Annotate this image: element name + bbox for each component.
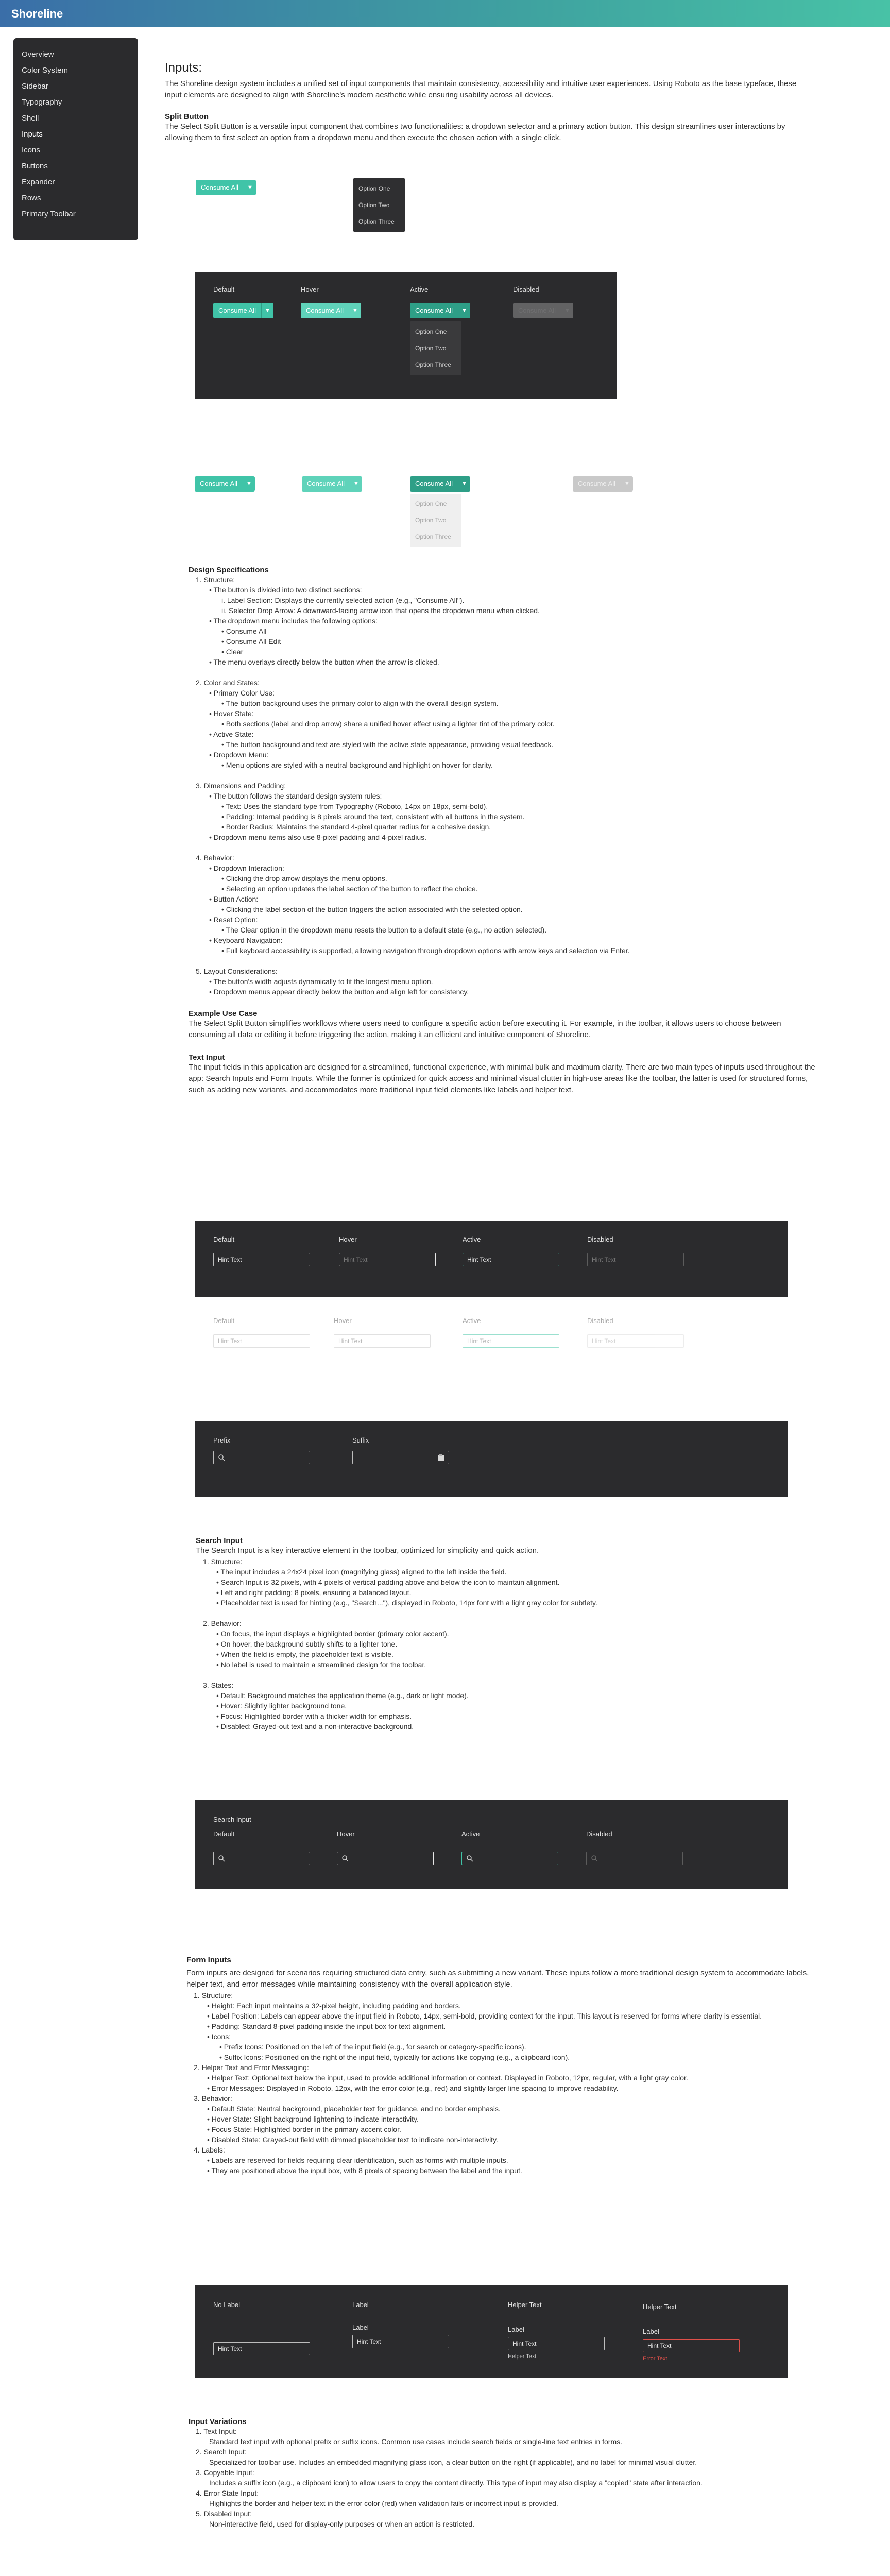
spacer <box>189 842 817 853</box>
menu-item[interactable]: Option Three <box>358 218 395 225</box>
sidebar-item-typography[interactable]: Typography <box>22 98 62 107</box>
prefix-suffix-panel <box>195 1421 788 1497</box>
chevron-down-icon[interactable]: ▼ <box>244 180 256 195</box>
split-button-label[interactable]: Consume All <box>195 476 243 492</box>
list-item: • Helper Text: Optional text below the input, used to provide additional information or context. Displayed in Roboto, 12px, regular, with a light gray color. <box>207 2074 688 2082</box>
split-button-text: The Select Split Button is a versatile input component that combines two functionalities: a dropdown selector and a primary action button. This design streamlines user interactions by allowing them to first select an option from a dropdown menu and then execute the chosen action with a single click. <box>165 122 785 142</box>
list-item: • Primary Color Use: <box>209 689 275 697</box>
list-item: • Hover: Slightly lighter background tone. <box>216 1702 347 1710</box>
split-button-label: Consume All <box>573 476 621 492</box>
list-item: • Prefix Icons: Positioned on the left of the input field (e.g., for search or category-specific icons). <box>219 2043 526 2051</box>
list-item: i. Label Section: Displays the currently selected action (e.g., "Consume All"). <box>221 596 465 604</box>
list-item: • Left and right padding: 8 pixels, ensuring a balanced layout. <box>216 1588 412 1597</box>
list-item: • Placeholder text is used for hinting (e.g., "Search..."), displayed in Roboto, 14px font with a light gray color for subtlety. <box>216 1599 597 1607</box>
search-field-active[interactable] <box>461 1852 558 1865</box>
list-item: • On hover, the background subtly shifts to a lighter tone. <box>216 1640 398 1648</box>
state-label-disabled: Disabled <box>513 285 539 293</box>
search-icon <box>218 1855 225 1862</box>
sidebar-item-rows[interactable]: Rows <box>22 194 41 202</box>
chevron-down-icon: ▼ <box>621 476 633 492</box>
sidebar-item-expander[interactable]: Expander <box>22 178 55 187</box>
page-title: Inputs: <box>165 61 202 75</box>
list-item: • Error Messages: Displayed in Roboto, 12px, with the error color (e.g., red) and slightly larger line spacing to improve readability. <box>207 2084 619 2092</box>
split-button-disabled <box>513 303 573 318</box>
form-field-helper[interactable]: Hint Text <box>508 2337 605 2350</box>
split-button-disabled-light <box>573 476 633 492</box>
search-field-hover[interactable] <box>337 1852 434 1865</box>
split-states-panel <box>195 272 617 399</box>
spacer <box>189 770 817 781</box>
no-label-heading: No Label <box>213 2301 241 2309</box>
list-item: • The button follows the standard design system rules: <box>209 792 382 800</box>
search-panel-title: Search Input <box>213 1816 251 1823</box>
list-item: • Dropdown menus appear directly below the button and align left for consistency. <box>209 988 469 996</box>
suffix-field[interactable] <box>352 1451 449 1464</box>
list-item: • Search Input is 32 pixels, with 4 pixels of vertical padding above and below the icon to maintain alignment. <box>216 1578 560 1586</box>
search-input-title: Search Input <box>196 1536 243 1545</box>
state-label-hover: Hover <box>339 1235 357 1243</box>
split-button-default-light[interactable] <box>195 476 255 492</box>
sidebar-item-shell[interactable]: Shell <box>22 114 39 123</box>
list-heading: 5. Disabled Input: <box>196 2510 252 2518</box>
prefix-label: Prefix <box>213 1436 231 1444</box>
list-heading: 3. Behavior: <box>194 2094 232 2103</box>
menu-item[interactable]: Option Three <box>415 361 451 368</box>
state-label-default: Default <box>213 1317 235 1325</box>
list-item: • Labels are reserved for fields requiring clear identification, such as forms with multiple inputs. <box>207 2156 508 2164</box>
list-item: Standard text input with optional prefix or suffix icons. Common use cases include search fields or single-line text entries in forms. <box>209 2437 623 2446</box>
list-item: • The button's width adjusts dynamically to fit the longest menu option. <box>209 977 433 986</box>
error-text: Error Text <box>643 2355 668 2362</box>
form-field-no-label[interactable]: Hint Text <box>213 2342 310 2355</box>
list-item: • Padding: Internal padding is 8 pixels around the text, consistent with all buttons in the system. <box>221 812 525 821</box>
sidebar-item-inputs[interactable]: Inputs <box>22 130 43 139</box>
sidebar-item-primary-toolbar[interactable]: Primary Toolbar <box>22 210 76 218</box>
text-field-active-light[interactable]: Hint Text <box>463 1334 559 1348</box>
design-specs-section <box>189 566 817 1096</box>
spacer <box>189 667 817 677</box>
form-field-label[interactable]: Hint Text <box>352 2335 449 2348</box>
list-item: • Border Radius: Maintains the standard 4-pixel quarter radius for a cohesive design. <box>221 823 491 831</box>
error-heading: Helper Text <box>643 2303 677 2311</box>
list-item: • Default State: Neutral background, placeholder text for guidance, and no border emphasis. <box>207 2105 501 2113</box>
list-item: • The dropdown menu includes the following options: <box>209 617 378 625</box>
menu-item[interactable]: Option One <box>415 500 447 507</box>
list-heading: 3. Dimensions and Padding: <box>196 782 286 790</box>
chevron-down-icon: ▼ <box>561 303 573 318</box>
search-field-default[interactable] <box>213 1852 310 1865</box>
spacer <box>196 1608 814 1618</box>
state-label-active: Active <box>463 1235 481 1243</box>
field-label: Label <box>643 2328 659 2335</box>
list-item: • The menu overlays directly below the button when the arrow is clicked. <box>209 658 439 666</box>
list-item: • The button background uses the primary color to align with the overall design system. <box>221 699 499 707</box>
spacer <box>189 956 817 966</box>
search-icon <box>218 1454 225 1461</box>
list-item: • Clicking the drop arrow displays the menu options. <box>221 874 387 883</box>
menu-item[interactable]: Option Two <box>415 345 447 352</box>
text-field-disabled: Hint Text <box>587 1253 684 1266</box>
list-item: • Both sections (label and drop arrow) share a unified hover effect using a lighter tint of the primary color. <box>221 720 555 728</box>
search-input-intro: The Search Input is a key interactive element in the toolbar, optimized for simplicity and quick action. <box>196 1546 539 1555</box>
list-heading: 3. Copyable Input: <box>196 2468 254 2477</box>
split-menu-light <box>410 494 461 547</box>
state-label-active: Active <box>461 1830 480 1838</box>
split-button-demo[interactable] <box>196 180 256 195</box>
text-field-hover[interactable]: Hint Text <box>339 1253 436 1266</box>
helper-text-heading: Helper Text <box>508 2301 542 2309</box>
search-icon <box>341 1855 349 1862</box>
state-label-active: Active <box>410 285 429 293</box>
list-item: • The button background and text are styled with the active state appearance, providing visual feedback. <box>221 740 554 749</box>
form-inputs-section <box>186 1956 818 2176</box>
list-item: • Icons: <box>207 2032 231 2041</box>
list-item: • Dropdown menu items also use 8-pixel padding and 4-pixel radius. <box>209 833 427 841</box>
list-item: • Height: Each input maintains a 32-pixel height, including padding and borders. <box>207 2002 461 2010</box>
list-heading: 1. Structure: <box>194 1991 233 1999</box>
design-specs-title: Design Specifications <box>189 566 269 574</box>
list-heading: 2. Color and States: <box>196 679 260 687</box>
list-heading: 4. Error State Input: <box>196 2489 259 2497</box>
list-item: Specialized for toolbar use. Includes an embedded magnifying glass icon, a clear button on the right (if applicable), and no label for minimal visual clutter. <box>209 2458 697 2466</box>
brand-logo[interactable]: Shoreline <box>11 7 63 20</box>
list-item: • The button is divided into two distinct sections: <box>209 586 362 594</box>
helper-text: Helper Text <box>508 2353 537 2360</box>
chevron-down-icon[interactable]: ▼ <box>458 303 470 318</box>
text-input-title: Text Input <box>189 1053 225 1062</box>
split-button-title: Split Button <box>165 112 209 121</box>
text-field-disabled-light: Hint Text <box>587 1334 684 1348</box>
input-variations-title: Input Variations <box>189 2417 247 2426</box>
form-specs-list <box>186 1990 818 2176</box>
list-item: • Clear <box>221 648 244 656</box>
form-inputs-intro: Form inputs are designed for scenarios requiring structured data entry, such as submitting a new variant. These inputs follow a more traditional design system to accommodate labels, helper text, and error messages while maintaining consistency with the overall application style. <box>186 1969 809 1989</box>
example-title: Example Use Case <box>189 1009 258 1018</box>
text-field-active[interactable]: Hint Text <box>463 1253 559 1266</box>
menu-item[interactable]: Option Three <box>415 533 451 540</box>
split-button-active-light[interactable] <box>410 476 470 492</box>
state-label-default: Default <box>213 1235 235 1243</box>
suffix-label: Suffix <box>352 1436 369 1444</box>
list-item: • Padding: Standard 8-pixel padding inside the input box for text alignment. <box>207 2022 446 2030</box>
input-variations-list <box>189 2426 817 2529</box>
menu-item[interactable]: Option Two <box>415 517 447 524</box>
chevron-down-icon[interactable]: ▼ <box>243 476 255 492</box>
split-button-label[interactable]: Consume All <box>410 303 458 318</box>
search-icon <box>591 1855 598 1862</box>
list-item: • Button Action: <box>209 895 259 903</box>
list-item: • No label is used to maintain a streamlined design for the toolbar. <box>216 1660 426 1669</box>
field-label: Label <box>508 2326 524 2333</box>
split-button-default[interactable] <box>213 303 273 318</box>
list-item: • Hover State: <box>209 709 254 718</box>
label-heading: Label <box>352 2301 369 2309</box>
text-input-states-panel <box>195 1221 788 1297</box>
state-label-hover: Hover <box>301 285 319 293</box>
list-item: • Clicking the label section of the button triggers the action associated with the selected option. <box>221 905 523 913</box>
list-item: • On focus, the input displays a highlighted border (primary color accent). <box>216 1630 449 1638</box>
list-heading: 3. States: <box>203 1681 234 1689</box>
menu-item[interactable]: Option One <box>415 328 447 335</box>
list-item: • Dropdown Interaction: <box>209 864 284 872</box>
list-item: • Text: Uses the standard type from Typography (Roboto, 14px on 18px, semi-bold). <box>221 802 488 810</box>
state-label-hover: Hover <box>334 1317 352 1325</box>
split-button-hover-light[interactable] <box>302 476 362 492</box>
split-button-label[interactable]: Consume All <box>301 303 349 318</box>
list-heading: 1. Text Input: <box>196 2427 237 2435</box>
search-specs-list <box>196 1556 814 1732</box>
list-item: • Dropdown Menu: <box>209 751 269 759</box>
state-label-hover: Hover <box>337 1830 355 1838</box>
sidebar-item-color-system[interactable]: Color System <box>22 66 69 75</box>
intro-text: The Shoreline design system includes a unified set of input components that maintain consistency, accessibility and intuitive user experiences. Using Roboto as the base typeface, these input elements are designed to align with Shoreline's modern aesthetic while ensuring usability across all devices. <box>165 79 797 99</box>
example-text: The Select Split Button simplifies workflows where users need to configure a specific action before executing it. For example, in the toolbar, it allows users to choose between consuming all data or editing it before triggering the action, making it an efficient and intuitive component of Shoreline. <box>189 1019 781 1039</box>
form-inputs-title: Form Inputs <box>186 1956 231 1964</box>
list-item: • Default: Background matches the application theme (e.g., dark or light mode). <box>216 1691 469 1700</box>
list-item: • Consume All <box>221 627 267 635</box>
state-label-default: Default <box>213 285 235 293</box>
text-field-default[interactable]: Hint Text <box>213 1253 310 1266</box>
split-menu-active <box>410 321 461 375</box>
search-icon <box>466 1855 473 1862</box>
split-button-hover[interactable] <box>301 303 361 318</box>
state-label-default: Default <box>213 1830 235 1838</box>
text-input-light-row <box>195 1313 788 1364</box>
menu-item[interactable]: Option Two <box>358 201 390 209</box>
list-heading: 4. Labels: <box>194 2146 225 2154</box>
list-heading: 2. Search Input: <box>196 2448 247 2456</box>
list-item: • Hover State: Slight background lightening to indicate interactivity. <box>207 2115 419 2123</box>
list-item: • Active State: <box>209 730 254 738</box>
split-menu-demo <box>353 178 405 232</box>
list-item: • Menu options are styled with a neutral background and highlight on hover for clarity. <box>221 761 493 769</box>
list-item: Includes a suffix icon (e.g., a clipboard icon) to allow users to copy the content directly. This type of input may also display a "copied" state after interaction. <box>209 2479 703 2487</box>
text-field-hover-light[interactable]: Hint Text <box>334 1334 431 1348</box>
top-header-bar <box>0 0 890 27</box>
text-input-text: The input fields in this application are designed for a streamlined, functional experience, with minimal bulk and maximum clarity. There are two main types of inputs used throughout the app: Search Inputs and Form Inputs. While the former is optimized for quick access and minimal visual clutter in high-use areas like the toolbar, the latter is used for structured forms, such as adding new variants, and accommodates more traditional input field elements like labels and helper text. <box>189 1063 815 1094</box>
list-heading: 5. Layout Considerations: <box>196 967 278 975</box>
sidebar-item-buttons[interactable]: Buttons <box>22 162 48 171</box>
sidebar-item-icons[interactable]: Icons <box>22 146 40 155</box>
list-item: • Full keyboard accessibility is supported, allowing navigation through dropdown options with arrow keys and selection via Enter. <box>221 946 630 955</box>
search-input-panel <box>195 1800 788 1889</box>
prefix-field[interactable] <box>213 1451 310 1464</box>
list-item: ii. Selector Drop Arrow: A downward-facing arrow icon that opens the dropdown menu when clicked. <box>221 606 540 615</box>
search-input-section <box>196 1536 814 1732</box>
list-item: • When the field is empty, the placeholder text is visible. <box>216 1650 393 1658</box>
list-item: • The input includes a 24x24 pixel icon (magnifying glass) aligned to the left inside the field. <box>216 1568 507 1576</box>
list-item: • Disabled State: Grayed-out field with dimmed placeholder text to indicate non-interactivity. <box>207 2136 498 2144</box>
chevron-down-icon[interactable]: ▼ <box>349 303 361 318</box>
search-field-disabled <box>586 1852 683 1865</box>
state-label-disabled: Disabled <box>587 1317 613 1325</box>
list-item: • Focus State: Highlighted border in the primary accent color. <box>207 2125 401 2133</box>
list-item: • Focus: Highlighted border with a thicker width for emphasis. <box>216 1712 412 1720</box>
list-heading: 2. Helper Text and Error Messaging: <box>194 2063 309 2072</box>
list-item: • They are positioned above the input box, with 8 pixels of spacing between the label and the input. <box>207 2166 522 2175</box>
intro-section <box>165 61 803 144</box>
input-variations-section <box>189 2417 817 2529</box>
split-button-label[interactable]: Consume All <box>410 476 458 492</box>
list-item: • Suffix Icons: Positioned on the right of the input field, typically for actions like copying (e.g., a clipboard icon). <box>219 2053 570 2061</box>
list-item: • The Clear option in the dropdown menu resets the button to a default state (e.g., no action selected). <box>221 926 547 934</box>
state-label-disabled: Disabled <box>586 1830 612 1838</box>
list-item: • Selecting an option updates the label section of the button to reflect the choice. <box>221 885 478 893</box>
list-item: • Reset Option: <box>209 916 258 924</box>
list-item: Highlights the border and helper text in the error color (red) when validation fails or incorrect input is provided. <box>209 2499 558 2507</box>
form-inputs-panel <box>195 2285 788 2378</box>
list-item: • Consume All Edit <box>221 637 281 646</box>
sidebar-item-sidebar[interactable]: Sidebar <box>22 82 48 91</box>
split-button-label: Consume All <box>513 303 561 318</box>
design-specs-list <box>189 574 817 997</box>
list-item: • Label Position: Labels can appear above the input field in Roboto, 14px, semi-bold, providing context for the input. This layout is reserved for forms where clarity is essential. <box>207 2012 762 2020</box>
state-label-disabled: Disabled <box>587 1235 613 1243</box>
split-button-label[interactable]: Consume All <box>196 180 244 195</box>
split-button-label[interactable]: Consume All <box>302 476 350 492</box>
form-field-error[interactable]: Hint Text <box>643 2339 740 2352</box>
list-heading: 2. Behavior: <box>203 1619 242 1628</box>
chevron-down-icon[interactable]: ▼ <box>261 303 273 318</box>
list-heading: 1. Structure: <box>196 575 235 584</box>
list-item: • Keyboard Navigation: <box>209 936 283 944</box>
clipboard-icon[interactable] <box>437 1453 444 1462</box>
split-button-label[interactable]: Consume All <box>213 303 261 318</box>
state-label-active: Active <box>463 1317 481 1325</box>
list-heading: 1. Structure: <box>203 1557 243 1566</box>
split-button-active[interactable] <box>410 303 470 318</box>
menu-item[interactable]: Option One <box>358 185 390 192</box>
sidebar <box>13 38 138 240</box>
field-label: Label <box>352 2324 369 2331</box>
text-field-default-light[interactable]: Hint Text <box>213 1334 310 1348</box>
list-item: Non-interactive field, used for display-only purposes or when an action is restricted. <box>209 2520 475 2528</box>
list-item: • Disabled: Grayed-out text and a non-interactive background. <box>216 1722 414 1731</box>
spacer <box>196 1670 814 1680</box>
sidebar-item-overview[interactable]: Overview <box>22 50 54 59</box>
list-heading: 4. Behavior: <box>196 854 234 862</box>
chevron-down-icon[interactable]: ▼ <box>350 476 362 492</box>
chevron-down-icon[interactable]: ▼ <box>458 476 470 492</box>
